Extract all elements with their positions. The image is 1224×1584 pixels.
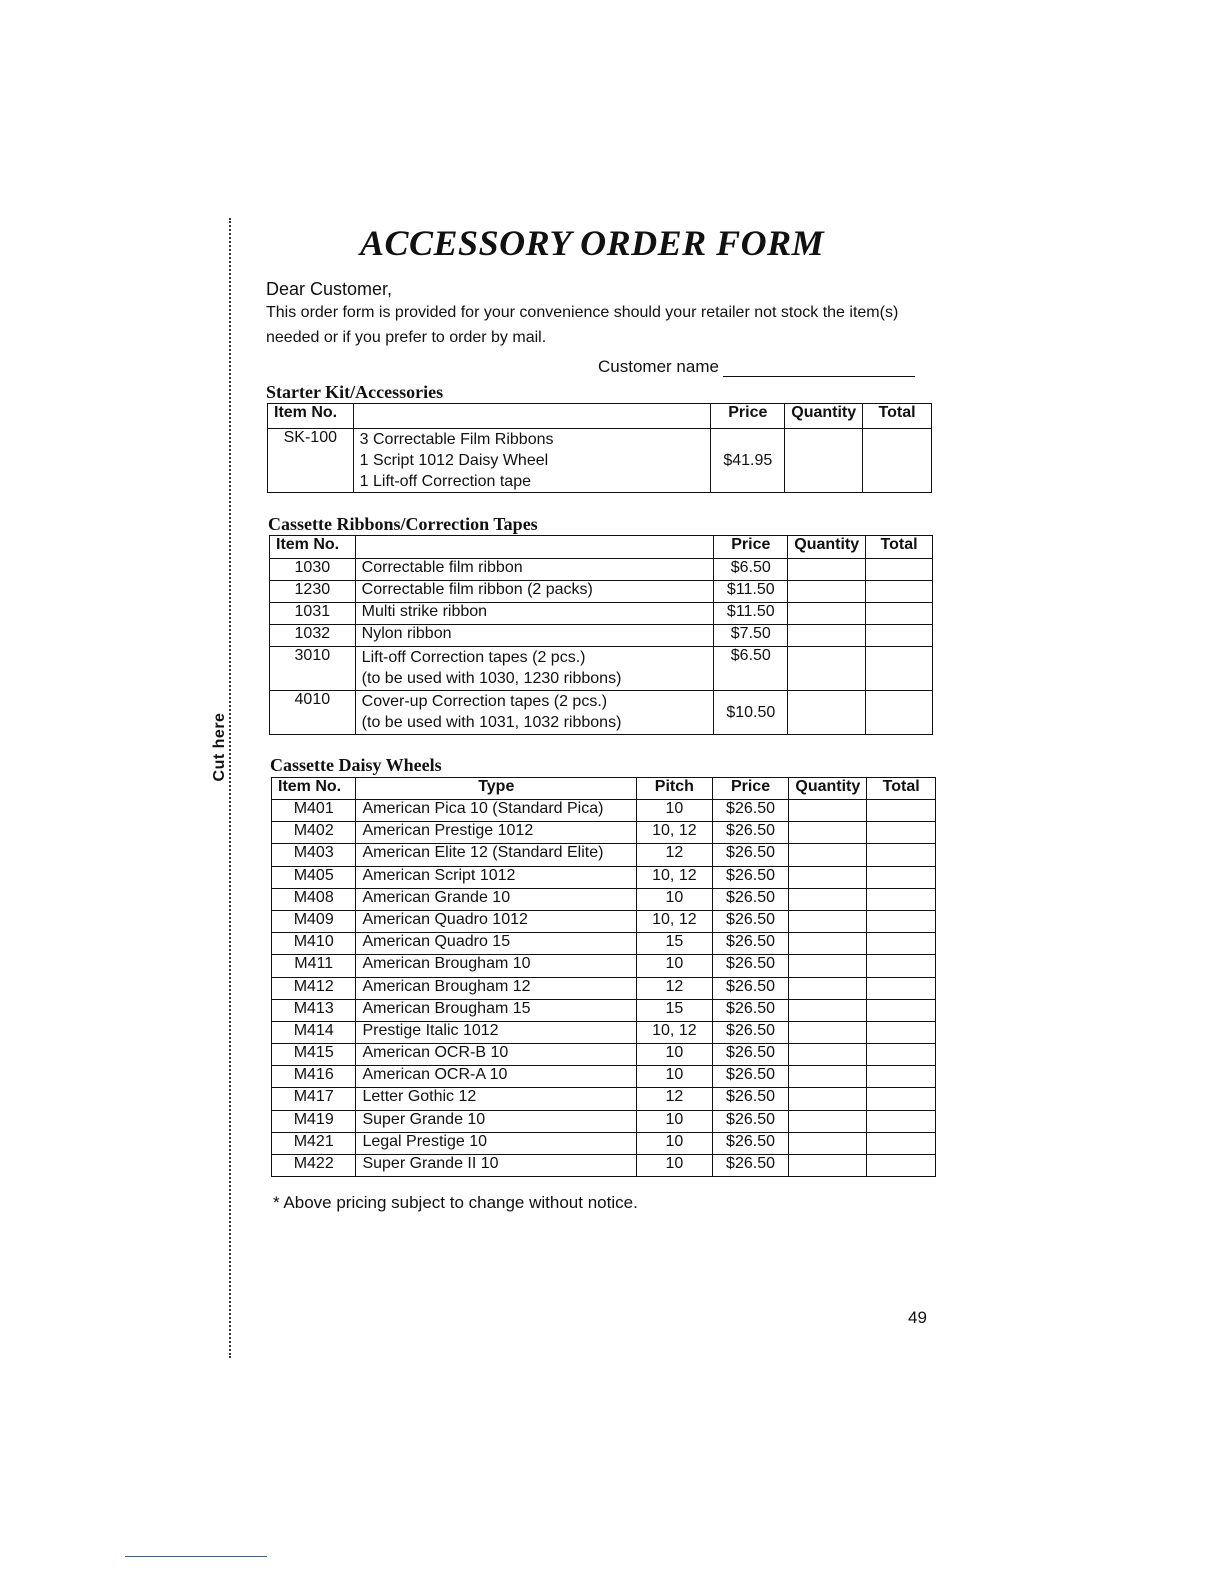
item-no: M422 [272, 1155, 356, 1177]
table-row [272, 844, 936, 866]
item-description: Correctable film ribbon (2 packs) [355, 581, 714, 603]
item-price: $26.50 [712, 800, 789, 822]
desc-note: (to be used with 1030, 1230 ribbons) [361, 670, 622, 687]
pitch: 10 [637, 1110, 713, 1132]
customer-name-line[interactable] [723, 360, 915, 377]
quantity-cell[interactable] [789, 1155, 867, 1177]
quantity-cell[interactable] [789, 1066, 867, 1088]
quantity-cell[interactable] [789, 1088, 867, 1110]
pitch: 10 [637, 1066, 713, 1088]
item-price: $26.50 [712, 977, 789, 999]
item-price: $6.50 [714, 559, 788, 581]
quantity-cell[interactable] [789, 1021, 867, 1043]
table-row [272, 800, 936, 822]
item-price: $11.50 [714, 603, 788, 625]
total-cell[interactable] [867, 955, 936, 977]
bottom-rule [125, 1556, 267, 1557]
item-price: $26.50 [712, 1066, 789, 1088]
item-no: SK-100 [268, 429, 354, 493]
total-cell[interactable] [867, 1110, 936, 1132]
quantity-cell[interactable] [789, 955, 867, 977]
item-no: 1031 [270, 603, 356, 625]
quantity-cell[interactable] [788, 603, 866, 625]
item-price: $26.50 [712, 910, 789, 932]
table-row [272, 1044, 936, 1066]
table-row [270, 647, 933, 691]
item-price: $26.50 [712, 844, 789, 866]
pricing-note: * Above pricing subject to change without notice. [273, 1193, 638, 1212]
pitch: 10 [637, 1155, 713, 1177]
table-row [270, 559, 933, 581]
item-description [353, 429, 711, 493]
item-price: $26.50 [712, 1132, 789, 1154]
total-cell[interactable] [866, 625, 933, 647]
item-no: 1030 [270, 559, 356, 581]
pitch: 10 [637, 888, 713, 910]
col-price: Price [714, 536, 788, 559]
quantity-cell[interactable] [788, 691, 866, 735]
quantity-cell[interactable] [789, 1110, 867, 1132]
total-cell[interactable] [867, 1066, 936, 1088]
table-row [272, 999, 936, 1021]
item-description [355, 647, 714, 691]
quantity-cell[interactable] [788, 647, 866, 691]
quantity-cell[interactable] [788, 625, 866, 647]
item-no: 1032 [270, 625, 356, 647]
wheels-heading: Cassette Daisy Wheels [270, 755, 442, 775]
quantity-cell[interactable] [788, 559, 866, 581]
quantity-cell[interactable] [789, 1132, 867, 1154]
total-cell[interactable] [866, 647, 933, 691]
col-item-no: Item No. [268, 404, 354, 429]
total-cell[interactable] [866, 691, 933, 735]
wheel-type: American Script 1012 [356, 866, 637, 888]
item-no: M401 [272, 800, 356, 822]
table-row [268, 429, 932, 493]
total-cell[interactable] [867, 800, 936, 822]
col-item-no: Item No. [270, 536, 356, 559]
wheel-type: Super Grande II 10 [356, 1155, 637, 1177]
pitch: 12 [637, 844, 713, 866]
quantity-cell[interactable] [789, 1044, 867, 1066]
table-row [272, 1088, 936, 1110]
ribbons-heading: Cassette Ribbons/Correction Tapes [268, 514, 538, 534]
wheel-type: Prestige Italic 1012 [356, 1021, 637, 1043]
pitch: 12 [637, 977, 713, 999]
ribbons-header-row [270, 536, 933, 559]
item-no: 4010 [270, 691, 356, 735]
table-row [272, 1021, 936, 1043]
customer-name-label: Customer name [598, 357, 719, 376]
starter-header-row [268, 404, 932, 429]
pitch: 10, 12 [637, 1021, 713, 1043]
wheel-type: American OCR-A 10 [356, 1066, 637, 1088]
item-no: M408 [272, 888, 356, 910]
item-price: $26.50 [712, 1110, 789, 1132]
quantity-cell[interactable] [789, 977, 867, 999]
item-price: $26.50 [712, 1155, 789, 1177]
col-desc [353, 404, 711, 429]
ribbons-table [269, 535, 933, 735]
table-row [272, 888, 936, 910]
total-cell[interactable] [866, 559, 933, 581]
wheel-type: American Grande 10 [356, 888, 637, 910]
total-cell[interactable] [867, 999, 936, 1021]
item-no: M410 [272, 933, 356, 955]
intro-text: This order form is provided for your convenience should your retailer not stock the item(s) needed or if you prefer to order by mail. [266, 304, 899, 346]
item-price: $7.50 [714, 625, 788, 647]
total-cell[interactable] [866, 581, 933, 603]
col-quantity: Quantity [789, 778, 867, 800]
col-total: Total [863, 404, 932, 429]
table-row [270, 581, 933, 603]
wheel-type: American Quadro 1012 [356, 910, 637, 932]
quantity-cell[interactable] [789, 844, 867, 866]
table-row [272, 866, 936, 888]
item-no: M412 [272, 977, 356, 999]
table-row [270, 603, 933, 625]
col-type: Type [356, 778, 637, 800]
item-price: $26.50 [712, 1044, 789, 1066]
wheel-type: American Brougham 12 [356, 977, 637, 999]
item-no: M415 [272, 1044, 356, 1066]
item-price: $26.50 [712, 822, 789, 844]
pitch: 10, 12 [637, 910, 713, 932]
item-no: M405 [272, 866, 356, 888]
item-price: $26.50 [712, 1088, 789, 1110]
quantity-cell[interactable] [789, 933, 867, 955]
item-price: $10.50 [714, 691, 788, 735]
item-no: M421 [272, 1132, 356, 1154]
table-row [272, 977, 936, 999]
wheels-header-row [272, 778, 936, 800]
col-quantity: Quantity [785, 404, 863, 429]
item-price: $41.95 [711, 429, 785, 493]
total-cell[interactable] [867, 977, 936, 999]
total-cell[interactable] [867, 1044, 936, 1066]
col-price: Price [712, 778, 789, 800]
item-no: M416 [272, 1066, 356, 1088]
desc-line: Lift-off Correction tapes (2 pcs.) [361, 649, 586, 666]
col-total: Total [866, 536, 933, 559]
cut-line [229, 218, 231, 1358]
table-row [272, 910, 936, 932]
col-desc [355, 536, 714, 559]
pitch: 10, 12 [637, 866, 713, 888]
item-no: 1230 [270, 581, 356, 603]
item-no: M413 [272, 999, 356, 1021]
total-cell[interactable] [867, 844, 936, 866]
pitch: 12 [637, 1088, 713, 1110]
quantity-cell[interactable] [788, 581, 866, 603]
quantity-cell[interactable] [789, 888, 867, 910]
desc-note: (to be used with 1031, 1032 ribbons) [361, 714, 622, 731]
table-row [272, 1066, 936, 1088]
total-cell[interactable] [867, 1088, 936, 1110]
pitch: 10 [637, 1132, 713, 1154]
wheel-type: Super Grande 10 [356, 1110, 637, 1132]
pitch: 10 [637, 800, 713, 822]
desc-line: Cover-up Correction tapes (2 pcs.) [361, 693, 608, 710]
total-cell[interactable] [867, 1132, 936, 1154]
item-price: $26.50 [712, 999, 789, 1021]
kit-line: 1 Script 1012 Daisy Wheel [359, 452, 549, 469]
total-cell[interactable] [867, 822, 936, 844]
pitch: 10, 12 [637, 822, 713, 844]
table-row [270, 691, 933, 735]
col-price: Price [711, 404, 785, 429]
table-row [272, 1110, 936, 1132]
wheel-type: American Brougham 15 [356, 999, 637, 1021]
total-cell[interactable] [867, 933, 936, 955]
page-number: 49 [908, 1308, 927, 1327]
wheels-table [271, 777, 936, 1177]
total-cell[interactable] [867, 866, 936, 888]
item-no: M419 [272, 1110, 356, 1132]
wheel-type: Legal Prestige 10 [356, 1132, 637, 1154]
quantity-cell[interactable] [789, 800, 867, 822]
starter-table [267, 403, 932, 493]
page-title: ACCESSORY ORDER FORM [360, 223, 825, 263]
item-description: Multi strike ribbon [355, 603, 714, 625]
item-price: $26.50 [712, 1021, 789, 1043]
item-no: M417 [272, 1088, 356, 1110]
kit-line: 3 Correctable Film Ribbons [359, 431, 554, 448]
quantity-cell[interactable] [785, 429, 863, 493]
item-description: Correctable film ribbon [355, 559, 714, 581]
table-row [272, 933, 936, 955]
wheel-type: American Elite 12 (Standard Elite) [356, 844, 637, 866]
quantity-cell[interactable] [789, 999, 867, 1021]
wheel-type: American OCR-B 10 [356, 1044, 637, 1066]
wheel-type: American Brougham 10 [356, 955, 637, 977]
total-cell[interactable] [867, 910, 936, 932]
item-price: $11.50 [714, 581, 788, 603]
customer-name-field[interactable] [598, 357, 915, 377]
item-price: $26.50 [712, 933, 789, 955]
total-cell[interactable] [866, 603, 933, 625]
item-no: M402 [272, 822, 356, 844]
table-row [272, 955, 936, 977]
table-row [272, 1155, 936, 1177]
item-no: M403 [272, 844, 356, 866]
col-quantity: Quantity [788, 536, 866, 559]
table-row [270, 625, 933, 647]
wheel-type: Letter Gothic 12 [356, 1088, 637, 1110]
table-row [272, 1132, 936, 1154]
pitch: 15 [637, 999, 713, 1021]
total-cell[interactable] [867, 1021, 936, 1043]
quantity-cell[interactable] [789, 910, 867, 932]
item-price: $26.50 [712, 888, 789, 910]
col-total: Total [867, 778, 936, 800]
item-no: M409 [272, 910, 356, 932]
col-item-no: Item No. [272, 778, 356, 800]
item-price: $6.50 [714, 647, 788, 691]
kit-line: 1 Lift-off Correction tape [359, 473, 531, 490]
item-no: M411 [272, 955, 356, 977]
starter-heading: Starter Kit/Accessories [266, 382, 444, 402]
total-cell[interactable] [863, 429, 932, 493]
item-no: M414 [272, 1021, 356, 1043]
wheel-type: American Pica 10 (Standard Pica) [356, 800, 637, 822]
item-no: 3010 [270, 647, 356, 691]
wheel-type: American Quadro 15 [356, 933, 637, 955]
table-row [272, 822, 936, 844]
total-cell[interactable] [867, 1155, 936, 1177]
pitch: 10 [637, 955, 713, 977]
quantity-cell[interactable] [789, 866, 867, 888]
wheel-type: American Prestige 1012 [356, 822, 637, 844]
item-price: $26.50 [712, 866, 789, 888]
quantity-cell[interactable] [789, 822, 867, 844]
pitch: 10 [637, 1044, 713, 1066]
total-cell[interactable] [867, 888, 936, 910]
item-description [355, 691, 714, 735]
item-price: $26.50 [712, 955, 789, 977]
greeting: Dear Customer, [266, 279, 393, 299]
cut-here-label: Cut here [211, 712, 228, 782]
item-description: Nylon ribbon [355, 625, 714, 647]
col-pitch: Pitch [637, 778, 713, 800]
pitch: 15 [637, 933, 713, 955]
